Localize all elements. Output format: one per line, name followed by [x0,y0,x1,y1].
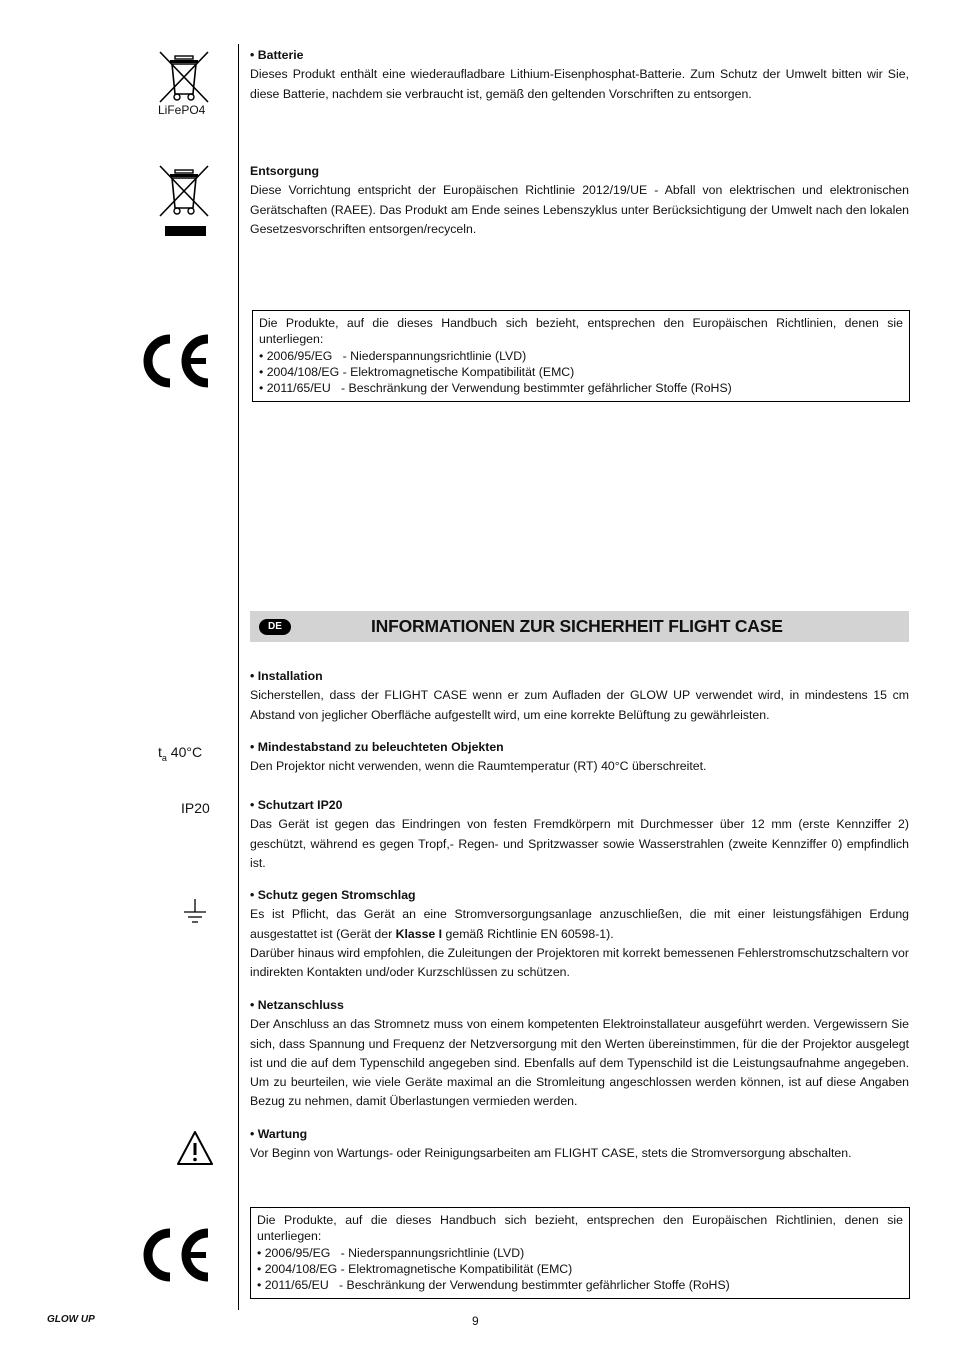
language-badge: DE [259,619,291,635]
shock-text-b: gemäß Richtlinie EN 60598-1). [442,926,614,941]
ce-directive-rohs: • 2011/65/EU - Beschränkung der Verwendung bestimmter gefährlicher Stoffe (RoHS) [259,381,732,396]
protection-section [250,796,909,873]
ce-directive-lvd: • 2006/95/EG - Niederspannungsrichtlinie (LVD) [259,348,527,363]
ce-compliance-box [250,1207,910,1299]
shock-text-2: Darüber hinaus wird empfohlen, die Zuleitungen der Projektoren mit korrekt bemessenen Fehlerstromschutzschaltern vor indirekten Kontakten und/oder Kurzschlüssen zu schützen. [250,945,909,980]
distance-section [250,738,909,777]
disposal-section [250,162,909,239]
section-title: INFORMATIONEN ZUR SICHERHEIT FLIGHT CASE [371,616,783,636]
protection-title: • Schutzart IP20 [250,798,343,812]
battery-text: Dieses Produkt enthält eine wiederaufladbare Lithium-Eisenphosphat-Batterie. Zum Schutz der Umwelt bitten wir Sie, diese Batterie, nachdem sie verbraucht ist, gemäß den geltenden Vorschriften zu entsorgen. [250,67,909,101]
ambient-temperature-label: $t_a$ 40°C [158,744,203,763]
battery-title: • Batterie [250,48,304,62]
ce-intro: Die Produkte, auf die dieses Handbuch sich bezieht, entsprechen den Europäischen Richtlinien, denen sie unterliegen: [259,316,903,347]
battery-section [250,46,909,104]
ip-rating-label: IP20 [181,800,210,816]
installation-section [250,667,909,725]
shock-text-a: Es ist Pflicht, das Gerät an eine Stromversorgungsanlage anzuschließen, die mit einer leistungsfähigen Erdung ausgestattet ist (Gerät der [250,907,909,941]
earth-ground-icon [183,898,207,924]
ce-directive-rohs: • 2011/65/EU - Beschränkung der Verwendung bestimmter gefährlicher Stoffe (RoHS) [257,1278,730,1293]
disposal-title: Entsorgung [250,164,319,178]
ce-compliance-box [252,310,910,402]
ce-mark-icon [140,1228,212,1282]
shock-class: Klasse I [395,926,443,941]
maintenance-text: Vor Beginn von Wartungs- oder Reinigungsarbeiten am FLIGHT CASE, stets die Stromversorgung abschalten. [250,1146,852,1161]
page-number: 9 [472,1314,479,1328]
disposal-text: Diese Vorrichtung entspricht der Europäischen Richtlinie 2012/19/UE - Abfall von elektrischen und elektronischen Gerätschaften (RAEE). Das Produkt am Ende seines Lebenszyklus unter Berücksichtigung der Umwelt nach den lokalen Gesetzesvorschriften entsorgen/recyceln. [250,183,909,236]
weee-bin-icon [158,164,210,238]
weee-bin-battery-icon [158,50,210,104]
distance-text: Den Projektor nicht verwenden, wenn die Raumtemperatur (RT) 40°C überschreitet. [250,759,707,774]
ce-directive-emc: • 2004/108/EG - Elektromagnetische Kompatibilität (EMC) [257,1261,573,1276]
maintenance-title: • Wartung [250,1127,308,1141]
installation-text: Sicherstellen, dass der FLIGHT CASE wenn er zum Aufladen der GLOW UP verwendet wird, in mindestens 15 cm Abstand von jeglicher Oberfläche aufgestellt wird, um eine korrekte Belüftung zu gewährleisten. [250,688,909,722]
distance-title: • Mindestabstand zu beleuchteten Objekten [250,740,504,754]
shock-title: • Schutz gegen Stromschlag [250,888,416,902]
protection-text: Das Gerät ist gegen das Eindringen von festen Fremdkörpern mit Durchmesser über 12 mm (erste Kennziffer 2) geschützt, während es gegen Tropf,- Regen- und Spritzwasser sowie Wasserstrahlen (zweite Kennziffer 0) empfindlich ist. [250,817,909,870]
ce-mark-icon [140,334,212,388]
ce-intro: Die Produkte, auf die dieses Handbuch sich bezieht, entsprechen den Europäischen Richtlinien, denen sie unterliegen: [257,1213,903,1244]
ce-directive-emc: • 2004/108/EG - Elektromagnetische Kompatibilität (EMC) [259,364,575,379]
mains-section [250,996,909,1112]
shock-section [250,886,909,982]
warning-triangle-icon [176,1130,214,1166]
section-header [250,611,909,642]
maintenance-section [250,1125,909,1164]
battery-type-label: LiFePO4 [158,103,206,117]
ce-directive-lvd: • 2006/95/EG - Niederspannungsrichtlinie (LVD) [257,1245,525,1260]
mains-text: Der Anschluss an das Stromnetz muss von einem kompetenten Elektroinstallateur ausgeführt werden. Vergewissern Sie sich, dass Spannung und Frequenz der Netzversorgung mit den Werten übereinstimmen, für die der Projektor ausgelegt ist und die auf dem Typenschild angegeben sind. Ebenfalls auf dem Typenschild ist die Leistungsaufnahme angegeben. Um zu beurteilen, wie viele Geräte maximal an die Stromleitung angeschlossen werden können, ist auf diese Angaben Bezug zu nehmen, damit Überlastungen vermieden werden. [250,1017,909,1109]
mains-title: • Netzanschluss [250,998,344,1012]
installation-title: • Installation [250,669,323,683]
footer-brand: GLOW UP [47,1314,95,1325]
margin-divider-line [238,44,239,1310]
